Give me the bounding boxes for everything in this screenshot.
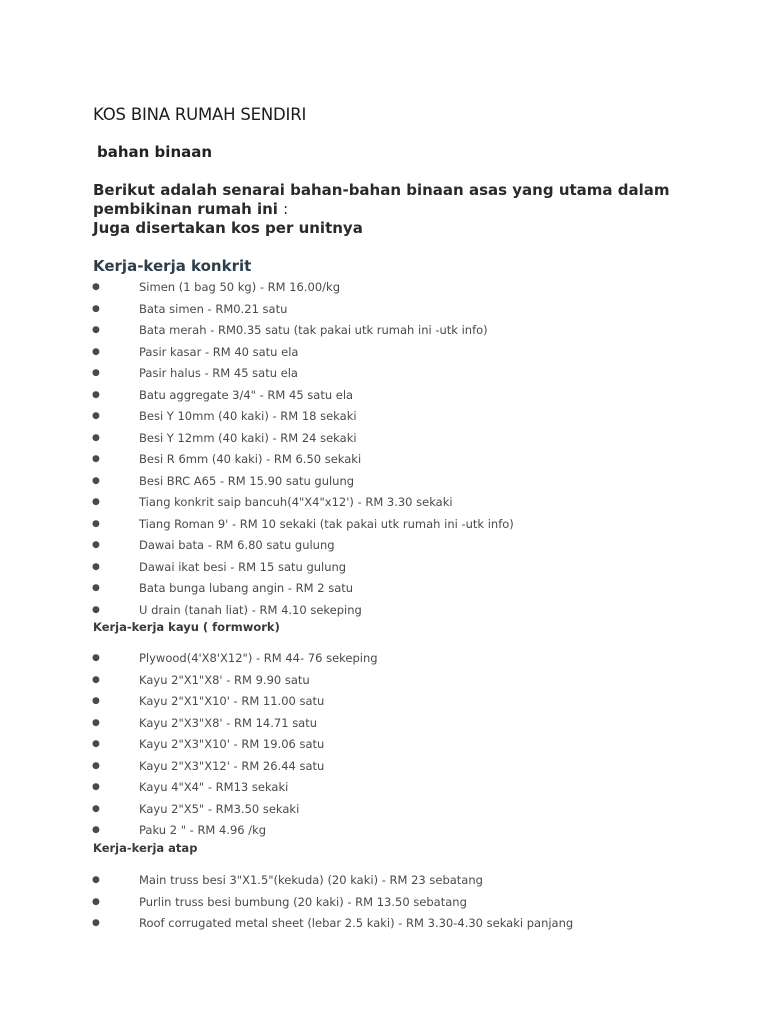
list-item-text: Dawai bata - RM 6.80 satu gulung	[139, 538, 335, 552]
intro-line-3: Juga disertakan kos per unitnya	[93, 219, 363, 237]
list-item-text: Kayu 2"X1"X8' - RM 9.90 satu	[139, 672, 310, 687]
bullet-icon: ●	[92, 760, 100, 771]
section-heading-konkrit: Kerja-kerja konkrit	[93, 257, 252, 275]
list-item-text: Bata simen - RM0.21 satu	[139, 301, 288, 316]
intro-colon: :	[283, 200, 289, 218]
list-item-text: Bata merah - RM0.35 satu (tak pakai utk rumah ini -utk info)	[139, 323, 488, 337]
bullet-icon: ●	[92, 389, 100, 400]
list-item-text: Batu aggregate 3/4" - RM 45 satu ela	[139, 387, 354, 402]
list-item-text: Kayu 2"X3"X10' - RM 19.06 satu	[139, 737, 325, 751]
bullet-icon: ●	[92, 696, 100, 706]
list-item-text: Purlin truss besi bumbung (20 kaki) - RM 13.50 sebatang	[139, 894, 467, 909]
bullet-icon: ●	[92, 325, 100, 335]
list-item-text: Besi Y 12mm (40 kaki) - RM 24 sekaki	[139, 430, 357, 445]
bullet-icon: ●	[92, 782, 100, 792]
bullet-icon: ●	[92, 825, 100, 835]
intro-paragraph	[93, 181, 693, 238]
section-heading-kayu: Kerja-kerja kayu ( formwork)	[93, 620, 280, 634]
list-item-text: Paku 2 " - RM 4.96 /kg	[139, 823, 267, 837]
list-item-text: Kayu 2"X1"X10' - RM 11.00 satu	[139, 694, 325, 708]
bullet-icon: ●	[92, 411, 100, 421]
intro-line-2: pembikinan rumah ini	[93, 200, 278, 218]
bullet-icon: ●	[92, 432, 100, 443]
bullet-icon: ●	[92, 896, 100, 907]
list-item-text: Besi R 6mm (40 kaki) - RM 6.50 sekaki	[139, 452, 362, 466]
page-subtitle: bahan binaan	[97, 143, 213, 161]
bullet-icon: ●	[92, 475, 100, 486]
intro-line-1: Berikut adalah senarai bahan-bahan binaan asas yang utama dalam	[93, 181, 670, 199]
list-item-text: Dawai ikat besi - RM 15 satu gulung	[139, 559, 347, 574]
list-item-text: Roof corrugated metal sheet (lebar 2.5 kaki) - RM 3.30-4.30 sekaki panjang	[139, 916, 574, 930]
bullet-icon: ●	[92, 303, 100, 314]
section-heading-atap: Kerja-kerja atap	[93, 841, 198, 855]
list-item-text: Simen (1 bag 50 kg) - RM 16.00/kg	[139, 280, 340, 294]
bullet-icon: ●	[92, 561, 100, 572]
bullet-icon: ●	[92, 653, 100, 663]
list-item-text: Kayu 2"X3"X8' - RM 14.71 satu	[139, 715, 318, 730]
bullet-icon: ●	[92, 282, 100, 292]
list-item-text: Tiang konkrit saip bancuh(4"X4"x12') - RM 3.30 sekaki	[139, 495, 453, 509]
bullet-icon: ●	[92, 717, 100, 728]
list-item-text: Plywood(4'X8'X12") - RM 44- 76 sekeping	[139, 651, 378, 665]
bullet-icon: ●	[92, 497, 100, 507]
list-item-text: U drain (tanah liat) - RM 4.10 sekeping	[139, 602, 362, 617]
bullet-icon: ●	[92, 540, 100, 550]
list-item-text: Tiang Roman 9' - RM 10 sekaki (tak pakai utk rumah ini -utk info)	[139, 516, 514, 531]
list-item-text: Pasir halus - RM 45 satu ela	[139, 366, 298, 380]
page-title: KOS BINA RUMAH SENDIRI	[93, 105, 307, 124]
list-item-text: Kayu 2"X3"X12' - RM 26.44 satu	[139, 758, 325, 773]
list-item-text: Pasir kasar - RM 40 satu ela	[139, 344, 299, 359]
bullet-icon: ●	[92, 739, 100, 749]
list-item-text: Besi Y 10mm (40 kaki) - RM 18 sekaki	[139, 409, 357, 423]
bullet-icon: ●	[92, 803, 100, 814]
bullet-icon: ●	[92, 346, 100, 357]
list-item-text: Besi BRC A65 - RM 15.90 satu gulung	[139, 473, 355, 488]
list-item-text: Bata bunga lubang angin - RM 2 satu	[139, 581, 354, 595]
list-item-text: Kayu 2"X5" - RM3.50 sekaki	[139, 801, 300, 816]
bullet-icon: ●	[92, 518, 100, 529]
bullet-icon: ●	[92, 368, 100, 378]
list-item-text: Main truss besi 3"X1.5"(kekuda) (20 kaki) - RM 23 sebatang	[139, 873, 483, 887]
list-item-text: Kayu 4"X4" - RM13 sekaki	[139, 780, 289, 794]
bullet-icon: ●	[92, 918, 100, 928]
bullet-icon: ●	[92, 875, 100, 885]
bullet-icon: ●	[92, 454, 100, 464]
bullet-icon: ●	[92, 604, 100, 615]
bullet-icon: ●	[92, 674, 100, 685]
bullet-icon: ●	[92, 583, 100, 593]
